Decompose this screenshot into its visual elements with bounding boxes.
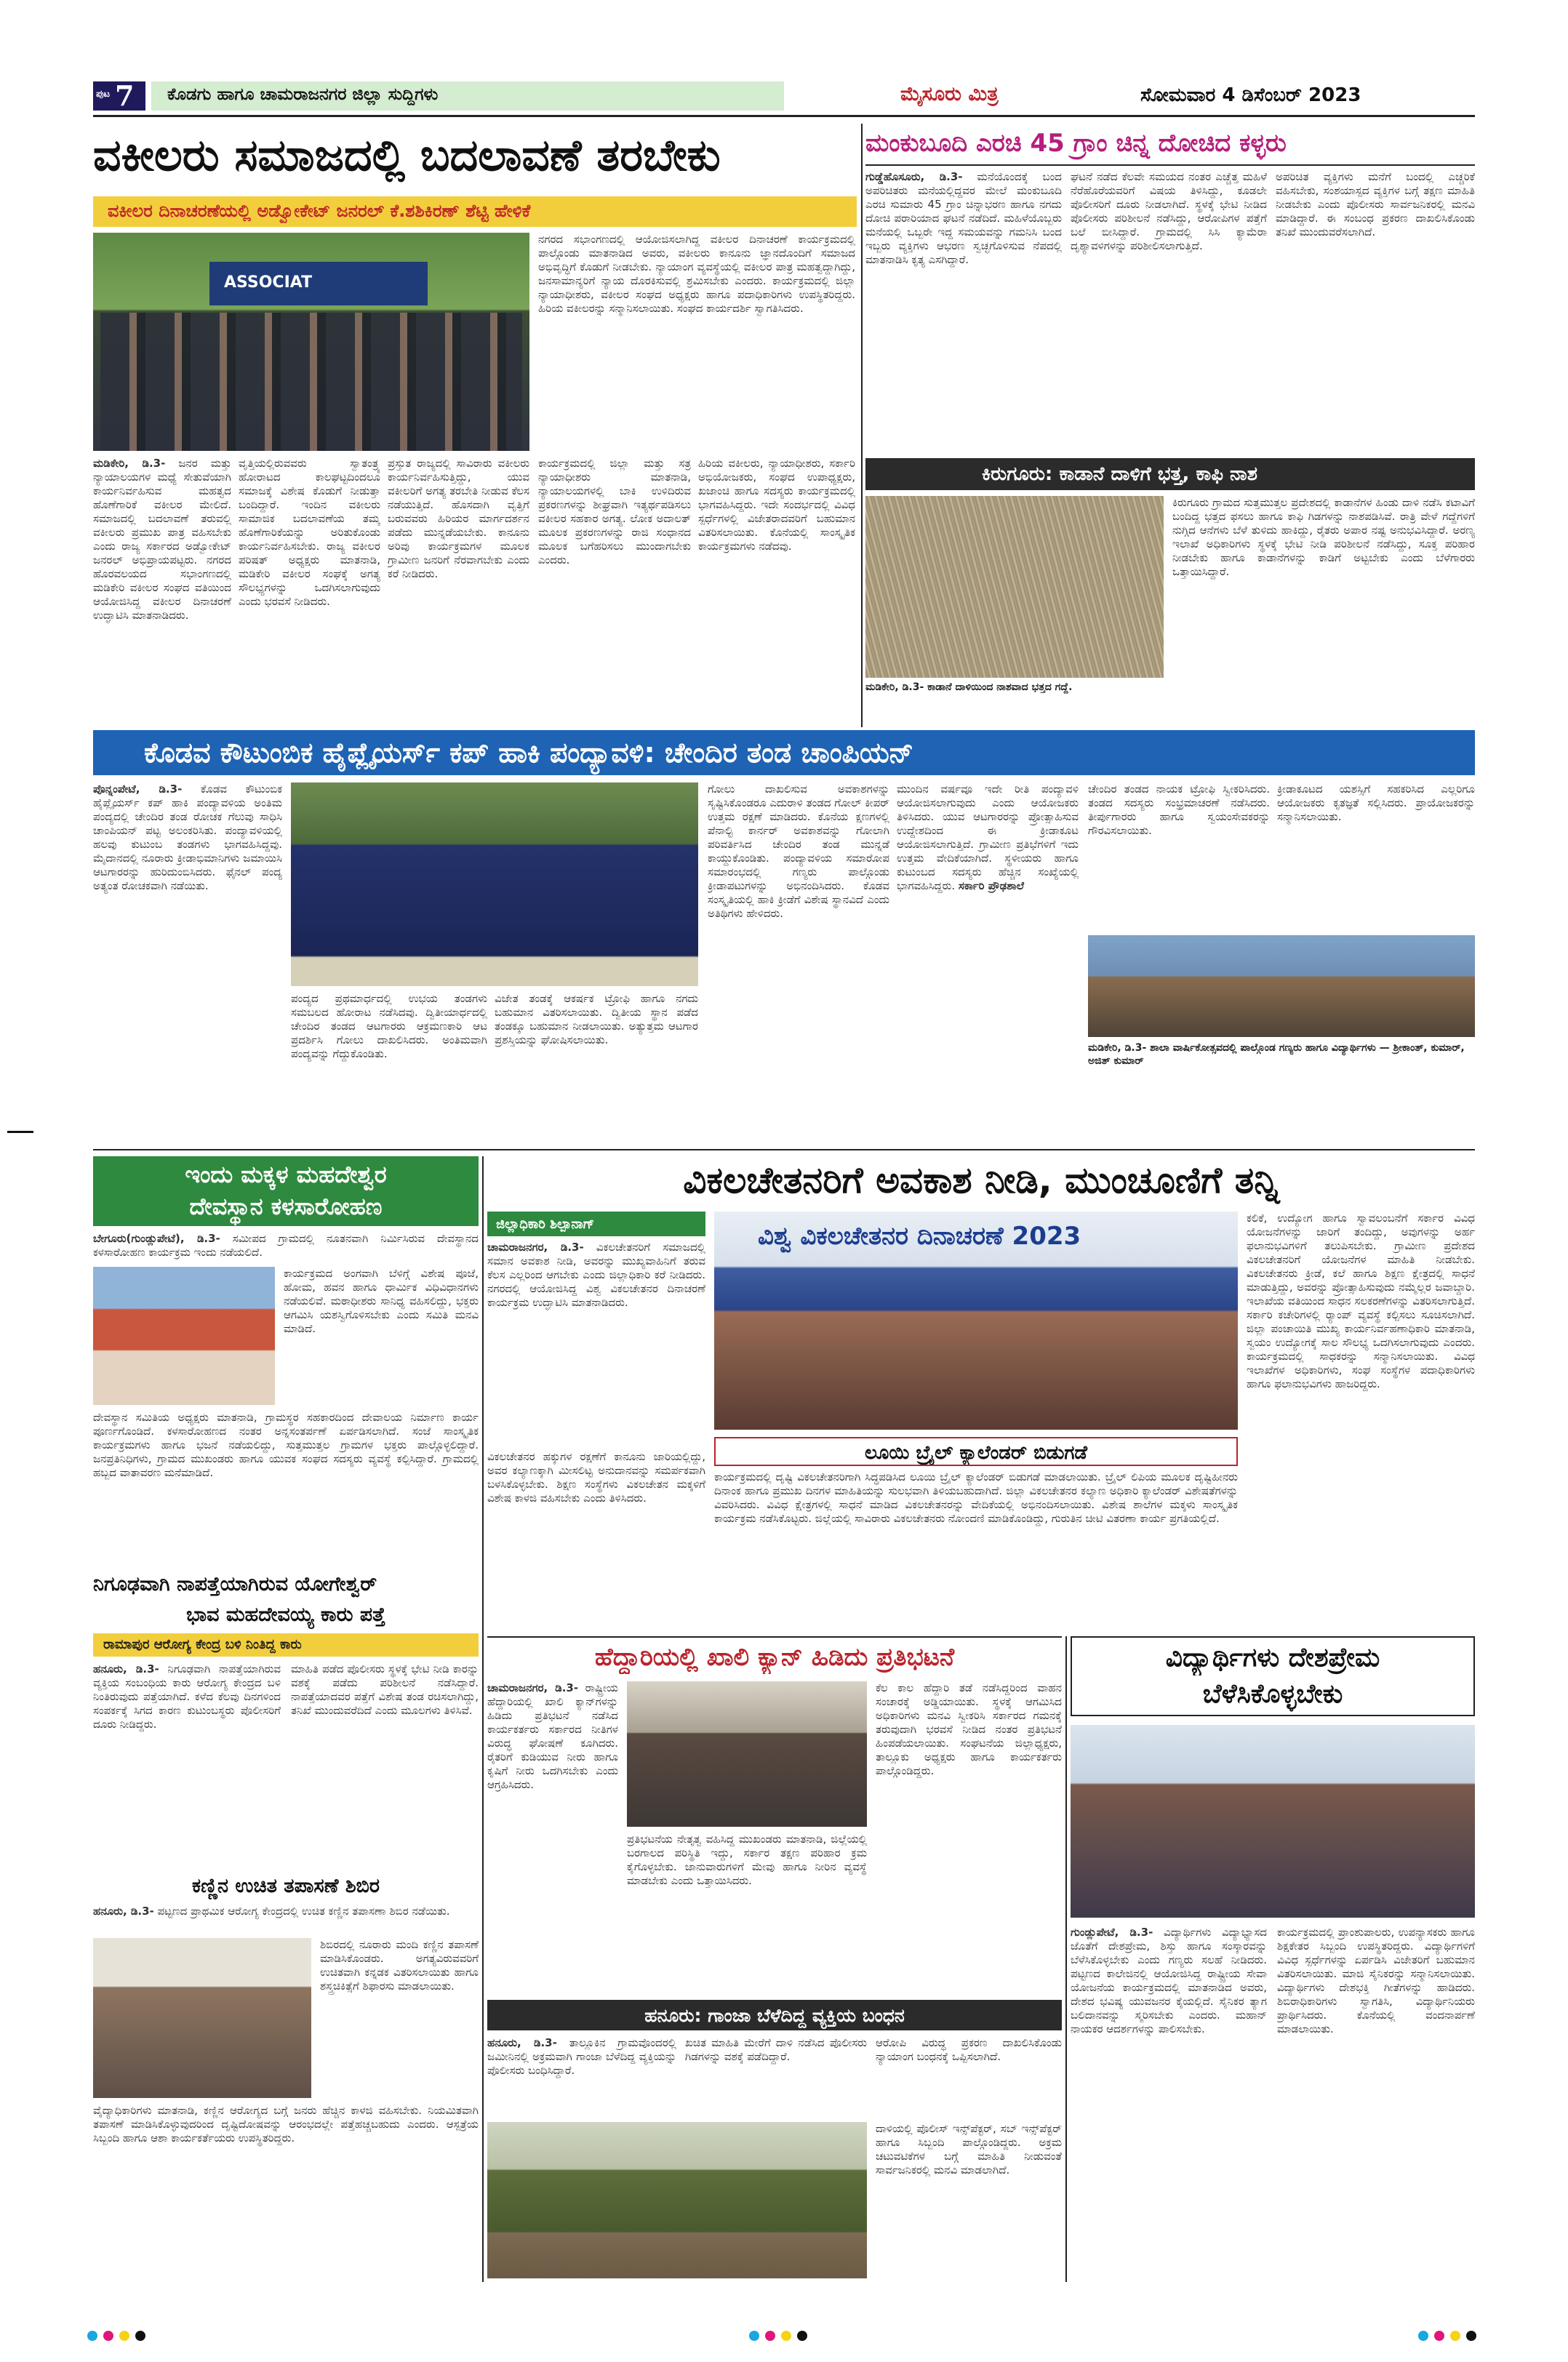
eye-body-top: ಹನೂರು, ಡಿ.3- ಪಟ್ಟಣದ ಪ್ರಾಥಮಿಕ ಆರೋಗ್ಯ ಕೇಂದ್ರದಲ್ಲಿ ಉಚಿತ ಕಣ್ಣಿನ ತಪಾಸಣಾ ಶಿಬಿರ ನಡೆಯಿತು. xyxy=(93,1905,450,1918)
protest-photo xyxy=(627,1681,867,1827)
disabled-event-photo xyxy=(714,1212,1238,1430)
protest-body-col3: ಕೆಲ ಕಾಲ ಹೆದ್ದಾರಿ ತಡೆ ನಡೆಸಿದ್ದರಿಂದ ವಾಹನ ಸಂಚಾರಕ್ಕೆ ಅಡ್ಡಿಯಾಯಿತು. ಸ್ಥಳಕ್ಕೆ ಆಗಮಿಸಿದ ಅಧಿಕಾರಿಗಳು ಮನವಿ ಸ್ವೀಕರಿಸಿ ಸರ್ಕಾರದ ಗಮನಕ್ಕೆ ತರುವುದಾಗಿ ಭರವಸೆ ನೀಡಿದ ನಂತರ ಪ್ರತಿಭಟನೆ ಹಿಂಪಡೆಯಲಾಯಿತು. ಸಂಘಟನೆಯ ಜಿಲ್ಲಾಧ್ಯಕ್ಷರು, ತಾಲ್ಲೂಕು ಅಧ್ಯಕ್ಷರು ಹಾಗೂ ಕಾರ್ಯಕರ್ತರು ಪಾಲ್ಗೊಂಡಿದ್ದರು. xyxy=(876,1681,1062,1777)
hockey-body-col6: ಚೇಂದಿರ ತಂಡದ ನಾಯಕ ಟ್ರೋಫಿ ಸ್ವೀಕರಿಸಿದರು. ತಂಡದ ಸದಸ್ಯರು ಸಂಭ್ರಮಾಚರಣೆ ನಡೆಸಿದರು. ತೀರ್ಪುಗಾರರು ಹಾಗೂ ಸ್ವಯಂಸೇವಕರನ್ನು ಗೌರವಿಸಲಾಯಿತು. xyxy=(1088,782,1270,837)
lawyers-body-right: ನಗರದ ಸಭಾಂಗಣದಲ್ಲಿ ಆಯೋಜಿಸಲಾಗಿದ್ದ ವಕೀಲರ ದಿನಾಚರಣೆ ಕಾರ್ಯಕ್ರಮದಲ್ಲಿ ಪಾಲ್ಗೊಂಡು ಮಾತನಾಡಿದ ಅವರು, ವಕೀಲರು ಕಾನೂನು ಜ್ಞಾನದೊಂದಿಗೆ ಸಮಾಜದ ಅಭಿವೃದ್ಧಿಗೆ ಕೊಡುಗೆ ನೀಡಬೇಕು. ನ್ಯಾಯಾಂಗ ವ್ಯವಸ್ಥೆಯಲ್ಲಿ ವಕೀಲರ ಪಾತ್ರ ಮಹತ್ವದ್ದಾಗಿದ್ದು, ಜನಸಾಮಾನ್ಯರಿಗೆ ನ್ಯಾಯ ದೊರಕಿಸುವಲ್ಲಿ ಶ್ರಮಿಸಬೇಕು ಎಂದರು. ಕಾರ್ಯಕ್ರಮದಲ್ಲಿ ಜಿಲ್ಲಾ ನ್ಯಾಯಾಧೀಶರು, ವಕೀಲರ ಸಂಘದ ಅಧ್ಯಕ್ಷರು ಹಾಗೂ ಪದಾಧಿಕಾರಿಗಳು ಉಪಸ್ಥಿತರಿದ್ದರು. ಹಿರಿಯ ವಕೀಲರನ್ನು ಸನ್ಮಾನಿಸಲಾಯಿತು. ಸಂಘದ ಕಾರ್ಯದರ್ಶಿ ಸ್ವಾಗತಿಸಿದರು. xyxy=(538,233,855,315)
elephant-body: ಕಿರುಗೂರು ಗ್ರಾಮದ ಸುತ್ತಮುತ್ತಲ ಪ್ರದೇಶದಲ್ಲಿ ಕಾಡಾನೆಗಳ ಹಿಂಡು ದಾಳಿ ನಡೆಸಿ ಕಟಾವಿಗೆ ಬಂದಿದ್ದ ಭತ್ತದ ಫಸಲು ಹಾಗೂ ಕಾಫಿ ಗಿಡಗಳನ್ನು ನಾಶಪಡಿಸಿವೆ. ರಾತ್ರಿ ವೇಳೆ ಗದ್ದೆಗಳಿಗೆ ನುಗ್ಗಿದ ಆನೆಗಳು ಬೆಳೆ ತುಳಿದು ಹಾಕಿದ್ದು, ರೈತರು ಅಪಾರ ನಷ್ಟ ಅನುಭವಿಸಿದ್ದಾರೆ. ಅರಣ್ಯ ಇಲಾಖೆ ಅಧಿಕಾರಿಗಳು ಸ್ಥಳಕ್ಕೆ ಭೇಟಿ ನೀಡಿ ಪರಿಶೀಲನೆ ನಡೆಸಿದ್ದು, ಸೂಕ್ತ ಪರಿಹಾರ ನೀಡಬೇಕು ಹಾಗೂ ಕಾಡಾನೆಗಳನ್ನು ಕಾಡಿಗೆ ಅಟ್ಟಬೇಕು ಎಂದು ಬೆಳೆಗಾರರು ಒತ್ತಾಯಿಸಿದ್ದಾರೆ. xyxy=(1172,496,1475,578)
magenta-dot xyxy=(1434,2331,1444,2341)
ganja-headline-band xyxy=(487,2000,1062,2030)
protest-top-rule xyxy=(487,1636,1062,1638)
disabled-body-col1: ಚಾಮರಾಜನಗರ, ಡಿ.3- ವಿಕಲಚೇತನರಿಗೆ ಸಮಾಜದಲ್ಲಿ ಸಮಾನ ಅವಕಾಶ ನೀಡಿ, ಅವರನ್ನು ಮುಖ್ಯವಾಹಿನಿಗೆ ತರುವ ಕೆಲಸ ಎಲ್ಲರಿಂದ ಆಗಬೇಕು ಎಂದು ಜಿಲ್ಲಾಧಿಕಾರಿ ಕರೆ ನೀಡಿದರು. ನಗರದಲ್ಲಿ ಆಯೋಜಿಸಿದ್ದ ವಿಶ್ವ ವಿಕಲಚೇತನರ ದಿನಾಚರಣೆ ಕಾರ್ಯಕ್ರಮ ಉದ್ಘಾಟಿಸಿ ಮಾತನಾಡಿದರು. xyxy=(487,1241,705,1309)
eye-headline: ಕಣ್ಣಿನ ಉಚಿತ ತಪಾಸಣೆ ಶಿಬಿರ xyxy=(191,1875,380,1897)
section-title: ಕೊಡಗು ಹಾಗೂ ಚಾಮರಾಜನಗರ ಜಿಲ್ಲಾ ಸುದ್ದಿಗಳು xyxy=(167,85,439,104)
lawyers-story xyxy=(93,124,857,727)
theft-body-col3: ಅಪರಿಚಿತ ವ್ಯಕ್ತಿಗಳು ಮನೆಗೆ ಬಂದಲ್ಲಿ ಎಚ್ಚರಿಕೆ ವಹಿಸಬೇಕು, ಸಂಶಯಾಸ್ಪದ ವ್ಯಕ್ತಿಗಳ ಬಗ್ಗೆ ತಕ್ಷಣ ಮಾಹಿತಿ ನೀಡಬೇಕು ಎಂದು ಪೊಲೀಸರು ಸಾರ್ವಜನಿಕರಲ್ಲಿ ಮನವಿ ಮಾಡಿದ್ದಾರೆ. ಈ ಸಂಬಂಧ ಪ್ರಕರಣ ದಾಖಲಿಸಿಕೊಂಡು ತನಿಖೆ ಮುಂದುವರೆಸಲಾಗಿದೆ. xyxy=(1276,170,1475,239)
page-label: ಪುಟ xyxy=(96,89,111,100)
lawyers-subhead: ವಕೀಲರ ದಿನಾಚರಣೆಯಲ್ಲಿ ಅಡ್ವೋಕೇಟ್ ಜನರಲ್ ಕೆ.ಶಶಿಕಿರಣ್ ಶೆಟ್ಟಿ ಹೇಳಿಕೆ xyxy=(108,201,531,221)
hockey-signoff: ಸರ್ಕಾರಿ ಪ್ರೌಢಶಾಲೆ xyxy=(958,879,1025,892)
eye-body-right: ಶಿಬಿರದಲ್ಲಿ ನೂರಾರು ಮಂದಿ ಕಣ್ಣಿನ ತಪಾಸಣೆ ಮಾಡಿಸಿಕೊಂಡರು. ಅಗತ್ಯವಿರುವವರಿಗೆ ಉಚಿತವಾಗಿ ಕನ್ನಡಕ ವಿತರಿಸಲಾಯಿತು ಹಾಗೂ ಶಸ್ತ್ರಚಿಕಿತ್ಸೆಗೆ ಶಿಫಾರಸು ಮಾಡಲಾಯಿತು. xyxy=(320,1938,479,1993)
students-body-col1: ಗುಂಡ್ಲುಪೇಟೆ, ಡಿ.3- ವಿದ್ಯಾರ್ಥಿಗಳು ವಿದ್ಯಾಭ್ಯಾಸದ ಜೊತೆಗೆ ದೇಶಪ್ರೇಮ, ಶಿಸ್ತು ಹಾಗೂ ಸಂಸ್ಕಾರವನ್ನು ಬೆಳೆಸಿಕೊಳ್ಳಬೇಕು ಎಂದು ಗಣ್ಯರು ಸಲಹೆ ನೀಡಿದರು. ಪಟ್ಟಣದ ಕಾಲೇಜಿನಲ್ಲಿ ಆಯೋಜಿಸಿದ್ದ ರಾಷ್ಟ್ರೀಯ ಸೇವಾ ಯೋಜನೆಯ ಕಾರ್ಯಕ್ರಮದಲ್ಲಿ ಮಾತನಾಡಿದ ಅವರು, ದೇಶದ ಭವಿಷ್ಯ ಯುವಜನರ ಕೈಯಲ್ಲಿದೆ. ಸೈನಿಕರ ತ್ಯಾಗ ಬಲಿದಾನವನ್ನು ಸ್ಮರಿಸಬೇಕು ಎಂದರು. ಮಹಾನ್ ನಾಯಕರ ಆದರ್ಶಗಳನ್ನು ಪಾಲಿಸಬೇಕು. xyxy=(1071,1926,1267,2035)
hockey-body-col2: ಪಂದ್ಯದ ಪ್ರಥಮಾರ್ಧದಲ್ಲಿ ಉಭಯ ತಂಡಗಳು ಸಮಬಲದ ಹೋರಾಟ ನಡೆಸಿದವು. ದ್ವಿತೀಯಾರ್ಧದಲ್ಲಿ ಚೇಂದಿರ ತಂಡದ ಆಟಗಾರರು ಆಕ್ರಮಣಕಾರಿ ಆಟ ಪ್ರದರ್ಶಿಸಿ ಗೋಲು ದಾಖಲಿಸಿದರು. ಅಂತಿಮವಾಗಿ ಪಂದ್ಯವನ್ನು ಗೆದ್ದುಕೊಂಡಿತು. xyxy=(291,992,487,1060)
magenta-dot xyxy=(103,2331,113,2341)
eye-camp-photo xyxy=(93,1938,311,2098)
hockey-school-photo xyxy=(1088,935,1475,1037)
theft-headline: ಮಂಕುಬೂದಿ ಎರಚಿ 45 ಗ್ರಾಂ ಚಿನ್ನ ದೋಚಿದ ಕಳ್ಳರು xyxy=(865,129,1287,158)
braille-headline: ಲೂಯಿ ಬ್ರೈಲ್ ಕ್ಯಾಲೆಂಡರ್ ಬಿಡುಗಡೆ xyxy=(864,1442,1088,1464)
elephant-headline-band xyxy=(865,458,1475,490)
lawyers-body-col2: ವೃತ್ತಿಯಲ್ಲಿರುವವರು ಸ್ವಾತಂತ್ರ್ಯ ಹೋರಾಟದ ಕಾಲಘಟ್ಟದಿಂದಲೂ ಸಮಾಜಕ್ಕೆ ವಿಶೇಷ ಕೊಡುಗೆ ನೀಡುತ್ತಾ ಬಂದಿದ್ದಾರೆ. ಇಂದಿನ ವಕೀಲರು ಸಾಮಾಜಿಕ ಬದಲಾವಣೆಯ ತಮ್ಮ ಹೊಣೆಗಾರಿಕೆಯನ್ನು ಅರಿತುಕೊಂಡು ಕಾರ್ಯನಿರ್ವಹಿಸಬೇಕು. ರಾಜ್ಯ ವಕೀಲರ ಪರಿಷತ್ ಅಧ್ಯಕ್ಷರು ಮಾತನಾಡಿ, ಮಡಿಕೇರಿ ವಕೀಲರ ಸಂಘಕ್ಕೆ ಅಗತ್ಯ ಸೌಲಭ್ಯಗಳನ್ನು ಒದಗಿಸಲಾಗುವುದು ಎಂದು ಭರವಸೆ ನೀಡಿದರು. xyxy=(239,457,380,608)
temple-story xyxy=(93,1156,479,1564)
yellow-dot xyxy=(119,2331,129,2341)
lawyers-body-col1: ಮಡಿಕೇರಿ, ಡಿ.3- ಜನರ ಮತ್ತು ನ್ಯಾಯಾಲಯಗಳ ಮಧ್ಯೆ ಸೇತುವೆಯಾಗಿ ಕಾರ್ಯನಿರ್ವಹಿಸುವ ಮಹತ್ವದ ಹೊಣೆಗಾರಿಕೆ ವಕೀಲರ ಮೇಲಿದೆ. ಸಮಾಜದಲ್ಲಿ ಬದಲಾವಣೆ ತರುವಲ್ಲಿ ವಕೀಲರು ಪ್ರಮುಖ ಪಾತ್ರ ವಹಿಸಬೇಕು ಎಂದು ರಾಜ್ಯ ಸರ್ಕಾರದ ಅಡ್ವೋಕೇಟ್ ಜನರಲ್ ಅಭಿಪ್ರಾಯಪಟ್ಟರು. ನಗರದ ಹೊರವಲಯದ ಸಭಾಂಗಣದಲ್ಲಿ ಮಡಿಕೇರಿ ವಕೀಲರ ಸಂಘದ ವತಿಯಿಂದ ಆಯೋಜಿಸಿದ್ದ ವಕೀಲರ ದಿನಾಚರಣೆ ಉದ್ಘಾಟಿಸಿ ಮಾತನಾಡಿದರು. xyxy=(93,457,231,622)
temple-headline-line1: ಇಂದು ಮಕ್ಕಳ ಮಹದೇಶ್ವರ xyxy=(185,1161,387,1188)
column-divider-right xyxy=(1065,1636,1067,2282)
masthead: ಮೈಸೂರು ಮಿತ್ರ xyxy=(900,83,999,105)
lawyers-dateline: ಮಡಿಕೇರಿ, ಡಿ.3- xyxy=(93,457,166,470)
hockey-caption-names: ಶ್ರೀಕಾಂತ್, ಕುಮಾರ್, ಅಜಿತ್ ಕುಮಾರ್ xyxy=(1088,1042,1465,1067)
magenta-dot xyxy=(765,2331,775,2341)
column-divider-top xyxy=(861,124,863,727)
eye-body-bottom: ವೈದ್ಯಾಧಿಕಾರಿಗಳು ಮಾತನಾಡಿ, ಕಣ್ಣಿನ ಆರೋಗ್ಯದ ಬಗ್ಗೆ ಜನರು ಹೆಚ್ಚಿನ ಕಾಳಜಿ ವಹಿಸಬೇಕು. ನಿಯಮಿತವಾಗಿ ತಪಾಸಣೆ ಮಾಡಿಸಿಕೊಳ್ಳುವುದರಿಂದ ದೃಷ್ಟಿದೋಷವನ್ನು ಆರಂಭದಲ್ಲೇ ಪತ್ತೆಹಚ್ಚಬಹುದು ಎಂದರು. ಆಸ್ಪತ್ರೆಯ ಸಿಬ್ಬಂದಿ ಹಾಗೂ ಆಶಾ ಕಾರ್ಯಕರ್ತೆಯರು ಉಪಸ್ಥಿತರಿದ್ದರು. xyxy=(93,2104,479,2145)
ganja-dateline: ಹನೂರು, ಡಿ.3- xyxy=(487,2036,557,2049)
theft-rule xyxy=(865,164,1475,166)
black-dot xyxy=(797,2331,807,2341)
temple-headline-band xyxy=(93,1156,479,1226)
ganja-body-col4: ದಾಳಿಯಲ್ಲಿ ಪೊಲೀಸ್ ಇನ್ಸ್‌ಪೆಕ್ಟರ್, ಸಬ್ ಇನ್ಸ್‌ಪೆಕ್ಟರ್ ಹಾಗೂ ಸಿಬ್ಬಂದಿ ಪಾಲ್ಗೊಂಡಿದ್ದರು. ಅಕ್ರಮ ಚಟುವಟಿಕೆಗಳ ಬಗ್ಗೆ ಮಾಹಿತಿ ನೀಡುವಂತೆ ಸಾರ್ವಜನಿಕರಲ್ಲಿ ಮನವಿ ಮಾಡಲಾಗಿದೆ. xyxy=(876,2122,1062,2177)
cyan-dot xyxy=(1418,2331,1428,2341)
hockey-caption: ಮಡಿಕೇರಿ, ಡಿ.3- ಶಾಲಾ ವಾರ್ಷಿಕೋತ್ಸವದಲ್ಲಿ ಪಾಲ್ಗೊಂಡ ಗಣ್ಯರು ಹಾಗೂ ವಿದ್ಯಾರ್ಥಿಗಳು — ಶ್ರೀಕಾಂತ್, ಕುಮಾರ್, ಅಜಿತ್ ಕುಮಾರ್ xyxy=(1088,1042,1465,1067)
hockey-body-col4: ಗೋಲು ದಾಖಲಿಸುವ ಅವಕಾಶಗಳನ್ನು ಸೃಷ್ಟಿಸಿಕೊಂಡರೂ ಎದುರಾಳಿ ತಂಡದ ಗೋಲ್ ಕೀಪರ್ ಉತ್ತಮ ರಕ್ಷಣೆ ಮಾಡಿದರು. ಕೊನೆಯ ಕ್ಷಣಗಳಲ್ಲಿ ಪೆನಾಲ್ಟಿ ಕಾರ್ನರ್ ಅವಕಾಶವನ್ನು ಗೋಲಾಗಿ ಪರಿವರ್ತಿಸಿದ ಚೇಂದಿರ ತಂಡ ಮುನ್ನಡೆ ಕಾಯ್ದುಕೊಂಡಿತು. ಪಂದ್ಯಾವಳಿಯ ಸಮಾರೋಪ ಸಮಾರಂಭದಲ್ಲಿ ಗಣ್ಯರು ಪಾಲ್ಗೊಂಡು ಕ್ರೀಡಾಪಟುಗಳನ್ನು ಅಭಿನಂದಿಸಿದರು. ಕೊಡವ ಸಂಸ್ಕೃತಿಯಲ್ಲಿ ಹಾಕಿ ಕ್ರೀಡೆಗೆ ವಿಶೇಷ ಸ್ಥಾನವಿದೆ ಎಂದು ಅತಿಥಿಗಳು ಹೇಳಿದರು. xyxy=(708,782,889,920)
page-number: 7 xyxy=(115,79,135,112)
missing-headline-line1: ನಿಗೂಢವಾಗಿ ನಾಪತ್ತೆಯಾಗಿರುವ ಯೋಗೇಶ್ವರ್ xyxy=(93,1573,377,1596)
missing-body-col2: ಮಾಹಿತಿ ಪಡೆದ ಪೊಲೀಸರು ಸ್ಥಳಕ್ಕೆ ಭೇಟಿ ನೀಡಿ ಕಾರನ್ನು ವಶಕ್ಕೆ ಪಡೆದು ಪರಿಶೀಲನೆ ನಡೆಸಿದ್ದಾರೆ. ನಾಪತ್ತೆಯಾದವರ ಪತ್ತೆಗೆ ವಿಶೇಷ ತಂಡ ರಚಿಸಲಾಗಿದ್ದು, ತನಿಖೆ ಮುಂದುವರೆದಿದೆ ಎಂದು ಮೂಲಗಳು ತಿಳಿಸಿವೆ. xyxy=(291,1662,479,1717)
margin-tick xyxy=(7,1131,33,1133)
missing-body-col1: ಹನೂರು, ಡಿ.3- ನಿಗೂಢವಾಗಿ ನಾಪತ್ತೆಯಾಗಿರುವ ವ್ಯಕ್ತಿಯ ಸಂಬಂಧಿಯ ಕಾರು ಆರೋಗ್ಯ ಕೇಂದ್ರದ ಬಳಿ ನಿಂತಿರುವುದು ಪತ್ತೆಯಾಗಿದೆ. ಕಳೆದ ಕೆಲವು ದಿನಗಳಿಂದ ಸಂಪರ್ಕಕ್ಕೆ ಸಿಗದ ಕಾರಣ ಕುಟುಂಬಸ್ಥರು ಪೊಲೀಸರಿಗೆ ದೂರು ನೀಡಿದ್ದರು. xyxy=(93,1662,281,1731)
lawyers-body-col5: ಹಿರಿಯ ವಕೀಲರು, ನ್ಯಾಯಾಧೀಶರು, ಸರ್ಕಾರಿ ಅಭಿಯೋಜಕರು, ಸಂಘದ ಉಪಾಧ್ಯಕ್ಷರು, ಖಜಾಂಚಿ ಹಾಗೂ ಸದಸ್ಯರು ಕಾರ್ಯಕ್ರಮದಲ್ಲಿ ಭಾಗವಹಿಸಿದ್ದರು. ಇದೇ ಸಂದರ್ಭದಲ್ಲಿ ವಿವಿಧ ಸ್ಪರ್ಧೆಗಳಲ್ಲಿ ವಿಜೇತರಾದವರಿಗೆ ಬಹುಮಾನ ವಿತರಿಸಲಾಯಿತು. ಕೊನೆಯಲ್ಲಿ ಸಾಂಸ್ಕೃತಿಕ ಕಾರ್ಯಕ್ರಮಗಳು ನಡೆದವು. xyxy=(698,457,855,553)
hockey-team-photo xyxy=(291,782,698,986)
students-headline-line2: ಬೆಳೆಸಿಕೊಳ್ಳಬೇಕು xyxy=(1202,1679,1343,1709)
missing-dateline: ಹನೂರು, ಡಿ.3- xyxy=(93,1662,159,1676)
temple-body-right: ಕಾರ್ಯಕ್ರಮದ ಅಂಗವಾಗಿ ಬೆಳಿಗ್ಗೆ ವಿಶೇಷ ಪೂಜೆ, ಹೋಮ, ಹವನ ಹಾಗೂ ಧಾರ್ಮಿಕ ವಿಧಿವಿಧಾನಗಳು ನಡೆಯಲಿವೆ. ಮಠಾಧೀಶರು ಸಾನಿಧ್ಯ ವಹಿಸಲಿದ್ದು, ಭಕ್ತರು ಆಗಮಿಸಿ ಯಶಸ್ವಿಗೊಳಿಸಬೇಕು ಎಂದು ಸಮಿತಿ ಮನವಿ ಮಾಡಿದೆ. xyxy=(284,1267,479,1335)
yellow-dot xyxy=(1450,2331,1460,2341)
lawyers-headline: ವಕೀಲರು ಸಮಾಜದಲ್ಲಿ ಬದಲಾವಣೆ ತರಬೇಕು xyxy=(93,130,721,181)
temple-body-bottom: ದೇವಸ್ಥಾನ ಸಮಿತಿಯ ಅಧ್ಯಕ್ಷರು ಮಾತನಾಡಿ, ಗ್ರಾಮಸ್ಥರ ಸಹಕಾರದಿಂದ ದೇವಾಲಯ ನಿರ್ಮಾಣ ಕಾರ್ಯ ಪೂರ್ಣಗೊಂಡಿದೆ. ಕಳಸಾರೋಹಣದ ನಂತರ ಅನ್ನಸಂತರ್ಪಣೆ ಏರ್ಪಡಿಸಲಾಗಿದೆ. ಸಂಜೆ ಸಾಂಸ್ಕೃತಿಕ ಕಾರ್ಯಕ್ರಮಗಳು ಹಾಗೂ ಭಜನೆ ನಡೆಯಲಿದ್ದು, ಸುತ್ತಮುತ್ತಲ ಗ್ರಾಮಗಳ ಭಕ್ತರು ಪಾಲ್ಗೊಳ್ಳಲಿದ್ದಾರೆ. ಜನಪ್ರತಿನಿಧಿಗಳು, ಗ್ರಾಮದ ಮುಖಂಡರು ಹಾಗೂ ಯುವಕ ಸಂಘದ ಸದಸ್ಯರು ವ್ಯವಸ್ಥೆ ಕಲ್ಪಿಸಿದ್ದಾರೆ. ಗ್ರಾಮದಲ್ಲಿ ಹಬ್ಬದ ವಾತಾವರಣ ಮನೆಮಾಡಿದೆ. xyxy=(93,1411,479,1479)
registration-marks-center xyxy=(749,2331,815,2342)
registration-marks-right xyxy=(1418,2331,1484,2342)
temple-body-top: ಬೇಗೂರು(ಗುಂಡ್ಲುಪೇಟೆ), ಡಿ.3- ಸಮೀಪದ ಗ್ರಾಮದಲ್ಲಿ ನೂತನವಾಗಿ ನಿರ್ಮಿಸಿರುವ ದೇವಸ್ಥಾನದ ಕಳಸಾರೋಹಣ ಕಾರ್ಯಕ್ರಮ ಇಂದು ನಡೆಯಲಿದೆ. xyxy=(93,1232,479,1259)
temple-headline-line2: ದೇವಸ್ಥಾನ ಕಳಸಾರೋಹಣ xyxy=(189,1193,383,1220)
hockey-caption-dateline: ಮಡಿಕೇರಿ, ಡಿ.3- xyxy=(1088,1042,1147,1054)
elephant-headline: ಕಿರುಗೂರು: ಕಾಡಾನೆ ದಾಳಿಗೆ ಭತ್ತ, ಕಾಫಿ ನಾಶ xyxy=(982,463,1257,485)
disabled-banner-text: ವಿಶ್ವ ವಿಕಲಚೇತನರ ದಿನಾಚರಣೆ 2023 xyxy=(758,1222,1081,1251)
ganja-headline: ಹನೂರು: ಗಾಂಜಾ ಬೆಳೆದಿದ್ದ ವ್ಯಕ್ತಿಯ ಬಂಧನ xyxy=(644,2005,905,2026)
hockey-story xyxy=(93,730,1475,1145)
header-rule xyxy=(93,115,1475,117)
students-body-col2: ಕಾರ್ಯಕ್ರಮದಲ್ಲಿ ಪ್ರಾಂಶುಪಾಲರು, ಉಪನ್ಯಾಸಕರು ಹಾಗೂ ಶಿಕ್ಷಕೇತರ ಸಿಬ್ಬಂದಿ ಉಪಸ್ಥಿತರಿದ್ದರು. ವಿದ್ಯಾರ್ಥಿಗಳಿಗೆ ವಿವಿಧ ಸ್ಪರ್ಧೆಗಳನ್ನು ಏರ್ಪಡಿಸಿ ವಿಜೇತರಿಗೆ ಬಹುಮಾನ ವಿತರಿಸಲಾಯಿತು. ಮಾಜಿ ಸೈನಿಕರನ್ನು ಸನ್ಮಾನಿಸಲಾಯಿತು. ವಿದ್ಯಾರ್ಥಿಗಳು ದೇಶಭಕ್ತಿ ಗೀತೆಗಳನ್ನು ಹಾಡಿದರು. ಶಿಬಿರಾಧಿಕಾರಿಗಳು ಸ್ವಾಗತಿಸಿ, ವಿದ್ಯಾರ್ಥಿನಿಯರು ಪ್ರಾರ್ಥಿಸಿದರು. ಕೊನೆಯಲ್ಲಿ ವಂದನಾರ್ಪಣೆ ಮಾಡಲಾಯಿತು. xyxy=(1277,1926,1475,2035)
ganja-body-col2: ಖಚಿತ ಮಾಹಿತಿ ಮೇರೆಗೆ ದಾಳಿ ನಡೆಸಿದ ಪೊಲೀಸರು ಗಿಡಗಳನ್ನು ವಶಕ್ಕೆ ಪಡೆದಿದ್ದಾರೆ. xyxy=(685,2036,867,2063)
students-dateline: ಗುಂಡ್ಲುಪೇಟೆ, ಡಿ.3- xyxy=(1071,1926,1153,1939)
page-number-box xyxy=(93,81,145,111)
ganja-story xyxy=(487,2000,1062,2283)
elephant-crop-photo xyxy=(865,496,1164,678)
disabled-body-col1b: ವಿಕಲಚೇತನರ ಹಕ್ಕುಗಳ ರಕ್ಷಣೆಗೆ ಕಾನೂನು ಜಾರಿಯಲ್ಲಿದ್ದು, ಅವರ ಕಲ್ಯಾಣಕ್ಕಾಗಿ ಮೀಸಲಿಟ್ಟ ಅನುದಾನವನ್ನು ಸಮರ್ಪಕವಾಗಿ ಬಳಸಿಕೊಳ್ಳಬೇಕು. ಶಿಕ್ಷಣ ಸಂಸ್ಥೆಗಳು ವಿಕಲಚೇತನ ಮಕ್ಕಳಿಗೆ ವಿಶೇಷ ಕಾಳಜಿ ವಹಿಸಬೇಕು ಎಂದು ತಿಳಿಸಿದರು. xyxy=(487,1450,705,1505)
protest-story xyxy=(487,1636,1062,2000)
hockey-dateline: ಪೊನ್ನಂಪೇಟೆ, ಡಿ.3- xyxy=(93,782,183,796)
missing-subhead: ರಾಮಾಪುರ ಆರೋಗ್ಯ ಕೇಂದ್ರ ಬಳಿ ನಿಂತಿದ್ದ ಕಾರು xyxy=(103,1637,302,1652)
black-dot xyxy=(1466,2331,1476,2341)
missing-story xyxy=(93,1571,479,1869)
hockey-body-col1: ಪೊನ್ನಂಪೇಟೆ, ಡಿ.3- ಕೊಡವ ಕೌಟುಂಬಿಕ ಹೈಪ್ಲೈಯರ್ಸ್ ಕಪ್ ಹಾಕಿ ಪಂದ್ಯಾವಳಿಯ ಅಂತಿಮ ಪಂದ್ಯದಲ್ಲಿ ಚೇಂದಿರ ತಂಡ ರೋಚಕ ಗೆಲುವು ಸಾಧಿಸಿ ಚಾಂಪಿಯನ್ ಪಟ್ಟ ಅಲಂಕರಿಸಿತು. ಪಂದ್ಯಾವಳಿಯಲ್ಲಿ ಹಲವು ಕುಟುಂಬ ತಂಡಗಳು ಭಾಗವಹಿಸಿದ್ದವು. ಮೈದಾನದಲ್ಲಿ ನೂರಾರು ಕ್ರೀಡಾಭಿಮಾನಿಗಳು ಜಮಾಯಿಸಿ ಆಟಗಾರರನ್ನು ಹುರಿದುಂಬಿಸಿದರು. ಫೈನಲ್ ಪಂದ್ಯ ಅತ್ಯಂತ ರೋಚಕವಾಗಿ ನಡೆಯಿತು. xyxy=(93,782,282,892)
hockey-body-col3: ವಿಜೇತ ತಂಡಕ್ಕೆ ಆಕರ್ಷಕ ಟ್ರೋಫಿ ಹಾಗೂ ನಗದು ಬಹುಮಾನ ವಿತರಿಸಲಾಯಿತು. ದ್ವಿತೀಯ ಸ್ಥಾನ ಪಡೆದ ತಂಡಕ್ಕೂ ಬಹುಮಾನ ನೀಡಲಾಯಿತು. ಅತ್ಯುತ್ತಮ ಆಟಗಾರ ಪ್ರಶಸ್ತಿಯನ್ನು ಘೋಷಿಸಲಾಯಿತು. xyxy=(495,992,698,1046)
students-headline-line1: ವಿದ್ಯಾರ್ಥಿಗಳು ದೇಶಪ್ರೇಮ xyxy=(1165,1643,1380,1673)
issue-date: ಸೋಮವಾರ 4 ಡಿಸೆಂಬರ್ 2023 xyxy=(1140,84,1361,106)
page-header xyxy=(93,81,1475,111)
missing-subhead-band xyxy=(93,1633,479,1657)
ganja-photo xyxy=(487,2122,867,2278)
protest-headline: ಹೆದ್ದಾರಿಯಲ್ಲಿ ಖಾಲಿ ಕ್ಯಾನ್ ಹಿಡಿದು ಪ್ರತಿಭಟನೆ xyxy=(594,1643,955,1672)
photo-people-row xyxy=(100,313,522,451)
cyan-dot xyxy=(87,2331,97,2341)
protest-dateline: ಚಾಮರಾಜನಗರ, ಡಿ.3- xyxy=(487,1681,579,1694)
protest-body-col1: ಚಾಮರಾಜನಗರ, ಡಿ.3- ರಾಷ್ಟ್ರೀಯ ಹೆದ್ದಾರಿಯಲ್ಲಿ ಖಾಲಿ ಕ್ಯಾನ್‌ಗಳನ್ನು ಹಿಡಿದು ಪ್ರತಿಭಟನೆ ನಡೆಸಿದ ಕಾರ್ಯಕರ್ತರು ಸರ್ಕಾರದ ನೀತಿಗಳ ವಿರುದ್ಧ ಘೋಷಣೆ ಕೂಗಿದರು. ರೈತರಿಗೆ ಕುಡಿಯುವ ನೀರು ಹಾಗೂ ಕೃಷಿಗೆ ನೀರು ಒದಗಿಸಬೇಕು ಎಂದು ಆಗ್ರಹಿಸಿದರು. xyxy=(487,1681,618,1791)
section-title-band xyxy=(151,81,784,111)
lawyers-body-col3: ಪ್ರಸ್ತುತ ರಾಜ್ಯದಲ್ಲಿ ಸಾವಿರಾರು ವಕೀಲರು ಕಾರ್ಯನಿರ್ವಹಿಸುತ್ತಿದ್ದು, ಯುವ ವಕೀಲರಿಗೆ ಅಗತ್ಯ ತರಬೇತಿ ನೀಡುವ ಕೆಲಸ ನಡೆಯುತ್ತಿದೆ. ಹೊಸದಾಗಿ ವೃತ್ತಿಗೆ ಬರುವವರು ಹಿರಿಯರ ಮಾರ್ಗದರ್ಶನ ಪಡೆದು ಮುನ್ನಡೆಯಬೇಕು. ಕಾನೂನು ಅರಿವು ಕಾರ್ಯಕ್ರಮಗಳ ಮೂಲಕ ಗ್ರಾಮೀಣ ಜನರಿಗೆ ನೆರವಾಗಬೇಕು ಎಂದು ಕರೆ ನೀಡಿದರು. xyxy=(388,457,529,580)
hockey-body-col5: ಮುಂದಿನ ವರ್ಷವೂ ಇದೇ ರೀತಿ ಪಂದ್ಯಾವಳಿ ಆಯೋಜಿಸಲಾಗುವುದು ಎಂದು ಆಯೋಜಕರು ತಿಳಿಸಿದರು. ಯುವ ಆಟಗಾರರನ್ನು ಪ್ರೋತ್ಸಾಹಿಸುವ ಉದ್ದೇಶದಿಂದ ಈ ಕ್ರೀಡಾಕೂಟ ಆಯೋಜಿಸಲಾಗುತ್ತಿದೆ. ಗ್ರಾಮೀಣ ಪ್ರತಿಭೆಗಳಿಗೆ ಇದು ಉತ್ತಮ ವೇದಿಕೆಯಾಗಿದೆ. ಸ್ಥಳೀಯರು ಹಾಗೂ ಕುಟುಂಬದ ಸದಸ್ಯರು ಹೆಚ್ಚಿನ ಸಂಖ್ಯೆಯಲ್ಲಿ ಭಾಗವಹಿಸಿದ್ದರು. ಸರ್ಕಾರಿ ಪ್ರೌಢಶಾಲೆ xyxy=(897,782,1079,892)
row-divider-1 xyxy=(93,1149,1475,1150)
protest-body-col2: ಪ್ರತಿಭಟನೆಯ ನೇತೃತ್ವ ವಹಿಸಿದ್ದ ಮುಖಂಡರು ಮಾತನಾಡಿ, ಜಿಲ್ಲೆಯಲ್ಲಿ ಬರಗಾಲದ ಪರಿಸ್ಥಿತಿ ಇದ್ದು, ಸರ್ಕಾರ ತಕ್ಷಣ ಪರಿಹಾರ ಕ್ರಮ ಕೈಗೊಳ್ಳಬೇಕು. ಜಾನುವಾರುಗಳಿಗೆ ಮೇವು ಹಾಗೂ ನೀರಿನ ವ್ಯವಸ್ಥೆ ಮಾಡಬೇಕು ಎಂದು ಒತ್ತಾಯಿಸಿದರು. xyxy=(627,1833,867,1887)
disabled-body-col4: ಕಲಿಕೆ, ಉದ್ಯೋಗ ಹಾಗೂ ಸ್ವಾವಲಂಬನೆಗೆ ಸರ್ಕಾರ ವಿವಿಧ ಯೋಜನೆಗಳನ್ನು ಜಾರಿಗೆ ತಂದಿದ್ದು, ಅವುಗಳನ್ನು ಅರ್ಹ ಫಲಾನುಭವಿಗಳಿಗೆ ತಲುಪಿಸಬೇಕು. ಗ್ರಾಮೀಣ ಪ್ರದೇಶದ ವಿಕಲಚೇತನರಿಗೆ ಯೋಜನೆಗಳ ಮಾಹಿತಿ ನೀಡಬೇಕು. ವಿಕಲಚೇತನರು ಕ್ರೀಡೆ, ಕಲೆ ಹಾಗೂ ಶಿಕ್ಷಣ ಕ್ಷೇತ್ರದಲ್ಲಿ ಸಾಧನೆ ಮಾಡುತ್ತಿದ್ದು, ಅವರನ್ನು ಪ್ರೋತ್ಸಾಹಿಸುವುದು ನಮ್ಮೆಲ್ಲರ ಜವಾಬ್ದಾರಿ. ಇಲಾಖೆಯ ವತಿಯಿಂದ ಸಾಧನ ಸಲಕರಣೆಗಳನ್ನು ವಿತರಿಸಲಾಗುತ್ತಿದೆ. ಸರ್ಕಾರಿ ಕಚೇರಿಗಳಲ್ಲಿ ರ‍್ಯಾಂಪ್ ವ್ಯವಸ್ಥೆ ಕಲ್ಪಿಸಲು ಸೂಚಿಸಲಾಗಿದೆ. ಜಿಲ್ಲಾ ಪಂಚಾಯಿತಿ ಮುಖ್ಯ ಕಾರ್ಯನಿರ್ವಹಣಾಧಿಕಾರಿ ಮಾತನಾಡಿ, ಸ್ವಯಂ ಉದ್ಯೋಗಕ್ಕೆ ಸಾಲ ಸೌಲಭ್ಯ ಒದಗಿಸಲಾಗುವುದು ಎಂದರು. ಕಾರ್ಯಕ್ರಮದಲ್ಲಿ ಸಾಧಕರನ್ನು ಸನ್ಮಾನಿಸಲಾಯಿತು. ವಿವಿಧ ಇಲಾಖೆಗಳ ಅಧಿಕಾರಿಗಳು, ಸಂಘ ಸಂಸ್ಥೆಗಳ ಪದಾಧಿಕಾರಿಗಳು ಹಾಗೂ ಫಲಾನುಭವಿಗಳು ಹಾಜರಿದ್ದರು. xyxy=(1247,1212,1475,1390)
theft-body-col1: ಗುಡ್ಡೆಹೊಸೂರು, ಡಿ.3- ಮನೆಯೊಂದಕ್ಕೆ ಬಂದ ಅಪರಿಚಿತರು ಮನೆಯಲ್ಲಿದ್ದವರ ಮೇಲೆ ಮಂಕುಬೂದಿ ಎರಚಿ ಸುಮಾರು 45 ಗ್ರಾಂ ಚಿನ್ನಾಭರಣ ಹಾಗೂ ನಗದು ದೋಚಿ ಪರಾರಿಯಾದ ಘಟನೆ ನಡೆದಿದೆ. ಮಹಿಳೆಯೊಬ್ಬರು ಮನೆಯಲ್ಲಿ ಒಬ್ಬರೇ ಇದ್ದ ಸಮಯವನ್ನು ಗಮನಿಸಿ ಬಂದ ಇಬ್ಬರು ವ್ಯಕ್ತಿಗಳು ಆಭರಣ ಸ್ವಚ್ಛಗೊಳಿಸುವ ನೆಪದಲ್ಲಿ ಮಾತನಾಡಿಸಿ ಕೃತ್ಯ ಎಸಗಿದ್ದಾರೆ. xyxy=(865,170,1062,266)
eye-story xyxy=(93,1873,479,2280)
association-banner xyxy=(209,262,428,305)
association-banner-text: ASSOCIAT xyxy=(224,273,313,292)
disabled-tag: ಜಿಲ್ಲಾಧಿಕಾರಿ ಶಿಲ್ಪಾನಾಗ್ xyxy=(496,1217,595,1232)
students-story xyxy=(1071,1636,1475,2283)
theft-body-col2: ಘಟನೆ ನಡೆದ ಕೆಲವೇ ಸಮಯದ ನಂತರ ಎಚ್ಚೆತ್ತ ಮಹಿಳೆ ನೆರೆಹೊರೆಯವರಿಗೆ ವಿಷಯ ತಿಳಿಸಿದ್ದು, ಕೂಡಲೇ ಪೊಲೀಸರಿಗೆ ದೂರು ನೀಡಲಾಗಿದೆ. ಸ್ಥಳಕ್ಕೆ ಭೇಟಿ ನೀಡಿದ ಪೊಲೀಸರು ಪರಿಶೀಲನೆ ನಡೆಸಿದ್ದು, ಆರೋಪಿಗಳ ಪತ್ತೆಗೆ ಬಲೆ ಬೀಸಿದ್ದಾರೆ. ಗ್ರಾಮದಲ್ಲಿ ಸಿಸಿ ಕ್ಯಾಮೆರಾ ದೃಶ್ಯಾವಳಿಗಳನ್ನು ಪರಿಶೀಲಿಸಲಾಗುತ್ತಿದೆ. xyxy=(1071,170,1267,252)
black-dot xyxy=(135,2331,145,2341)
missing-headline-line2: ಭಾವ ಮಹದೇವಯ್ಯ ಕಾರು ಪತ್ತೆ xyxy=(186,1604,385,1626)
lawyers-photo xyxy=(93,233,529,451)
hockey-body-col7: ಕ್ರೀಡಾಕೂಟದ ಯಶಸ್ಸಿಗೆ ಸಹಕರಿಸಿದ ಎಲ್ಲರಿಗೂ ಆಯೋಜಕರು ಕೃತಜ್ಞತೆ ಸಲ್ಲಿಸಿದರು. ಪ್ರಾಯೋಜಕರನ್ನು ಸನ್ಮಾನಿಸಲಾಯಿತು. xyxy=(1277,782,1475,823)
theft-story xyxy=(865,124,1475,458)
yellow-dot xyxy=(781,2331,791,2341)
disabled-headline: ವಿಕಲಚೇತನರಿಗೆ ಅವಕಾಶ ನೀಡಿ, ಮುಂಚೂಣಿಗೆ ತನ್ನಿ xyxy=(683,1159,1279,1201)
hockey-headline-band xyxy=(93,730,1475,775)
cyan-dot xyxy=(749,2331,759,2341)
theft-dateline: ಗುಡ್ಡೆಹೊಸೂರು, ಡಿ.3- xyxy=(865,170,963,183)
students-headline-box xyxy=(1071,1636,1475,1716)
disabled-story xyxy=(487,1156,1475,1633)
lawyers-subhead-band xyxy=(93,196,857,227)
students-photo xyxy=(1071,1725,1475,1918)
disabled-body-braille: ಕಾರ್ಯಕ್ರಮದಲ್ಲಿ ದೃಷ್ಟಿ ವಿಕಲಚೇತನರಿಗಾಗಿ ಸಿದ್ಧಪಡಿಸಿದ ಲೂಯಿ ಬ್ರೈಲ್ ಕ್ಯಾಲೆಂಡರ್ ಬಿಡುಗಡೆ ಮಾಡಲಾಯಿತು. ಬ್ರೈಲ್ ಲಿಪಿಯ ಮೂಲಕ ದೃಷ್ಟಿಹೀನರು ದಿನಾಂಕ ಹಾಗೂ ಪ್ರಮುಖ ದಿನಗಳ ಮಾಹಿತಿಯನ್ನು ಸುಲಭವಾಗಿ ತಿಳಿಯಬಹುದಾಗಿದೆ. ಜಿಲ್ಲಾ ವಿಕಲಚೇತನರ ಕಲ್ಯಾಣ ಅಧಿಕಾರಿ ಕ್ಯಾಲೆಂಡರ್ ವಿಶೇಷತೆಗಳನ್ನು ವಿವರಿಸಿದರು. ವಿವಿಧ ಕ್ಷೇತ್ರಗಳಲ್ಲಿ ಸಾಧನೆ ಮಾಡಿದ ವಿಕಲಚೇತನರನ್ನು ವೇದಿಕೆಯಲ್ಲಿ ಅಭಿನಂದಿಸಲಾಯಿತು. ವಿಶೇಷ ಶಾಲೆಗಳ ಮಕ್ಕಳು ಸಾಂಸ್ಕೃತಿಕ ಕಾರ್ಯಕ್ರಮ ನಡೆಸಿಕೊಟ್ಟರು. ಜಿಲ್ಲೆಯಲ್ಲಿ ಸಾವಿರಾರು ವಿಕಲಚೇತನರು ನೋಂದಣಿ ಮಾಡಿಕೊಂಡಿದ್ದು, ಗುರುತಿನ ಚೀಟಿ ವಿತರಣಾ ಕಾರ್ಯ ಪ್ರಗತಿಯಲ್ಲಿದೆ. xyxy=(714,1470,1238,1525)
disabled-dateline: ಚಾಮರಾಜನಗರ, ಡಿ.3- xyxy=(487,1241,584,1254)
hockey-headline: ಕೊಡವ ಕೌಟುಂಬಿಕ ಹೈಪ್ಲೈಯರ್ಸ್ ಕಪ್ ಹಾಕಿ ಪಂದ್ಯಾವಳಿ: ಚೇಂದಿರ ತಂಡ ಚಾಂಪಿಯನ್ xyxy=(144,737,914,769)
braille-headline-box xyxy=(714,1437,1238,1466)
elephant-caption-dateline: ಮಡಿಕೇರಿ, ಡಿ.3- xyxy=(865,681,924,693)
elephant-story xyxy=(865,458,1475,727)
disabled-tag-box xyxy=(487,1212,705,1236)
temple-photo xyxy=(93,1267,275,1405)
column-divider-left xyxy=(482,1156,484,2282)
ganja-body-col1: ಹನೂರು, ಡಿ.3- ತಾಲ್ಲೂಕಿನ ಗ್ರಾಮವೊಂದರಲ್ಲಿ ಜಮೀನಿನಲ್ಲಿ ಅಕ್ರಮವಾಗಿ ಗಾಂಜಾ ಬೆಳೆದಿದ್ದ ವ್ಯಕ್ತಿಯನ್ನು ಪೊಲೀಸರು ಬಂಧಿಸಿದ್ದಾರೆ. xyxy=(487,2036,676,2077)
registration-marks-left xyxy=(87,2331,153,2342)
ganja-body-col3: ಆರೋಪಿ ವಿರುದ್ಧ ಪ್ರಕರಣ ದಾಖಲಿಸಿಕೊಂಡು ನ್ಯಾಯಾಂಗ ಬಂಧನಕ್ಕೆ ಒಪ್ಪಿಸಲಾಗಿದೆ. xyxy=(876,2036,1062,2063)
lawyers-body-col4: ಕಾರ್ಯಕ್ರಮದಲ್ಲಿ ಜಿಲ್ಲಾ ಮತ್ತು ಸತ್ರ ನ್ಯಾಯಾಧೀಶರು ಮಾತನಾಡಿ, ನ್ಯಾಯಾಲಯಗಳಲ್ಲಿ ಬಾಕಿ ಉಳಿದಿರುವ ಪ್ರಕರಣಗಳನ್ನು ಶೀಘ್ರವಾಗಿ ಇತ್ಯರ್ಥಪಡಿಸಲು ವಕೀಲರ ಸಹಕಾರ ಅಗತ್ಯ. ಲೋಕ ಅದಾಲತ್ ಮೂಲಕ ಪ್ರಕರಣಗಳನ್ನು ರಾಜಿ ಸಂಧಾನದ ಮೂಲಕ ಬಗೆಹರಿಸಲು ಮುಂದಾಗಬೇಕು ಎಂದರು. xyxy=(538,457,691,567)
eye-dateline: ಹನೂರು, ಡಿ.3- xyxy=(93,1905,154,1918)
elephant-caption: ಮಡಿಕೇರಿ, ಡಿ.3- ಕಾಡಾನೆ ದಾಳಿಯಿಂದ ನಾಶವಾದ ಭತ್ತದ ಗದ್ದೆ. xyxy=(865,681,1073,693)
temple-dateline: ಬೇಗೂರು(ಗುಂಡ್ಲುಪೇಟೆ), ಡಿ.3- xyxy=(93,1232,220,1245)
